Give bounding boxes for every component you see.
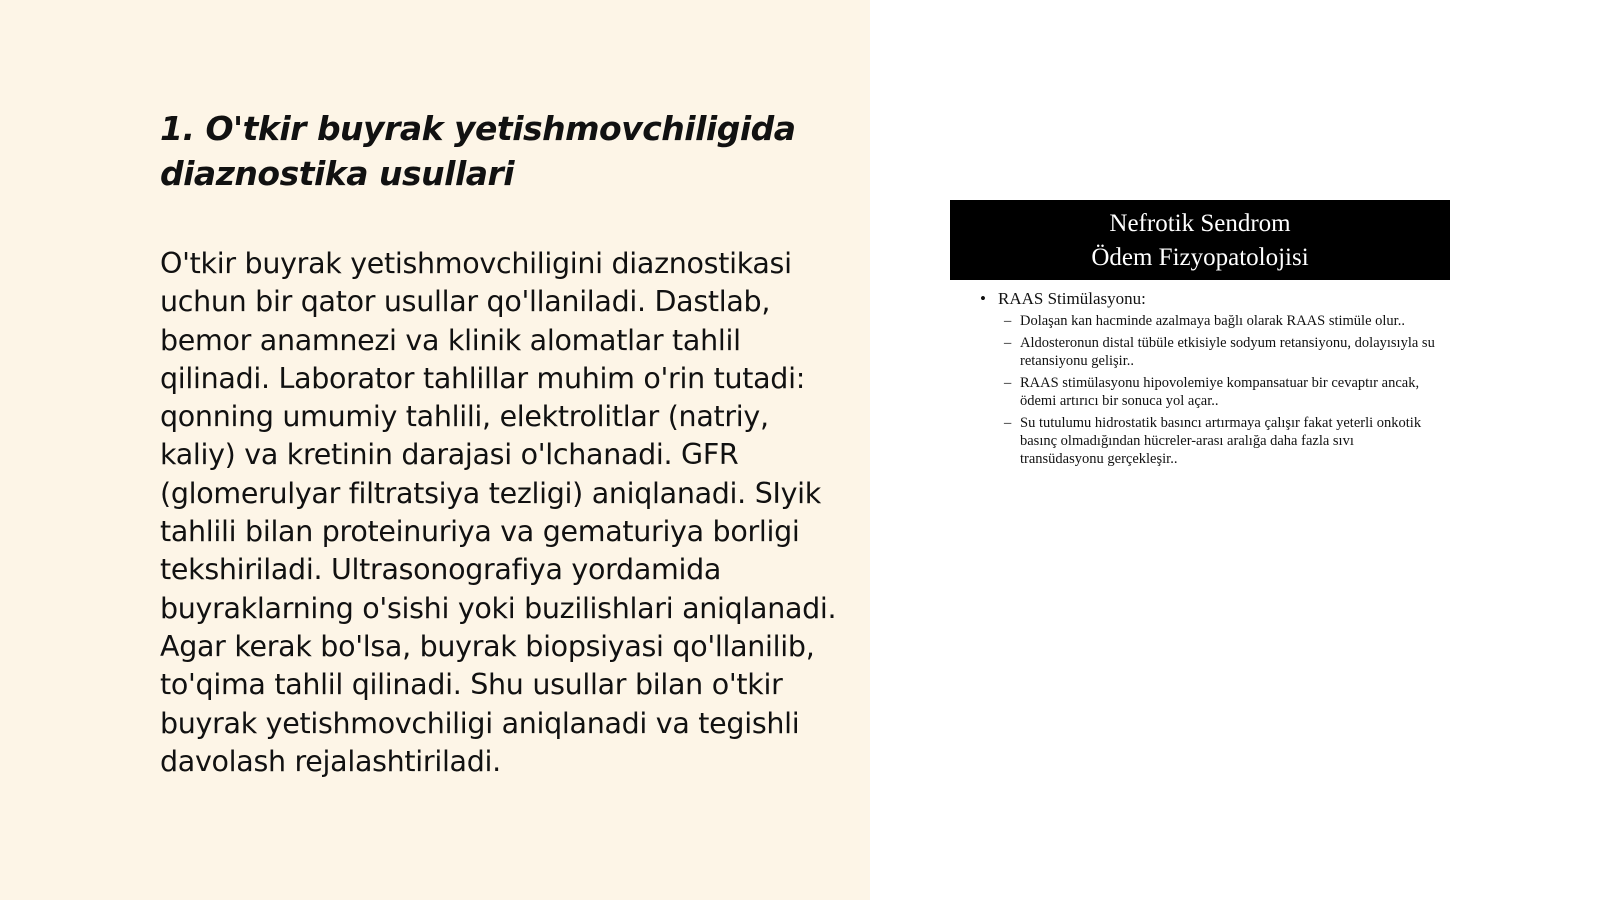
embedded-sub-item xyxy=(1004,414,1440,468)
dash-icon: – xyxy=(1004,415,1012,431)
embedded-main-bullet xyxy=(980,288,1440,310)
embedded-sub-item-text: RAAS stimülasyonu hipovolemiye kompansatuar bir cevaptır ancak, ödemi artırıcı bir sonuca yol açar.. xyxy=(1020,375,1420,409)
embedded-sub-item-text: Aldosteronun distal tübüle etkisiyle sodyum retansiyonu, dolayısıyla su retansiyonu gelişir.. xyxy=(1020,335,1435,369)
embedded-bullet-list xyxy=(980,288,1440,472)
embedded-sub-item xyxy=(1004,334,1440,370)
embedded-slide-header xyxy=(950,200,1450,280)
bullet-dot-icon: • xyxy=(980,289,986,308)
embedded-sub-item xyxy=(1004,312,1440,330)
embedded-sub-list xyxy=(1004,312,1440,468)
slide-body-text: O'tkir buyrak yetishmovchiligini diaznostikasi uchun bir qator usullar qo'llaniladi. Dastlab, bemor anamnezi va klinik alomatlar tahlil qilinadi. Laborator tahlillar muhim o'rin tutadi: qonning umumiy tahlili, elektrolitlar (natriy, kaliy) va kretinin darajasi o'lchanadi. GFR (glomerulyar filtratsiya tezligi) aniqlanadi. SIyik tahlili bilan proteinuriya va gematuriya borligi tekshiriladi. Ultrasonografiya yordamida buyraklarning o'sishi yoki buzilishlari aniqlanadi. Agar kerak bo'lsa, buyrak biopsiyasi qo'llanilib, to'qima tahlil qilinadi. Shu usullar bilan o'tkir buyrak yetishmovchiligi aniqlanadi va tegishli davolash rejalashtiriladi. xyxy=(160,247,837,778)
embedded-sub-item-text: Dolaşan kan hacminde azalmaya bağlı olarak RAAS stimüle olur.. xyxy=(1020,313,1405,329)
embedded-main-bullet-text: RAAS Stimülasyonu: xyxy=(998,289,1146,308)
embedded-sub-item-text: Su tutulumu hidrostatik basıncı artırmaya çalışır fakat yeterli onkotik basınç olmadığından hücreler-arası aralığa daha fazla sıvı transüdasyonu gerçekleşir.. xyxy=(1020,415,1422,467)
embedded-sub-item xyxy=(1004,374,1440,410)
dash-icon: – xyxy=(1004,375,1012,391)
slide-title: 1. O'tkir buyrak yetishmovchiligida diaznostika usullari xyxy=(160,109,796,193)
embedded-header-line-1: Nefrotik Sendrom xyxy=(1109,210,1291,237)
embedded-slide-image xyxy=(950,200,1450,500)
embedded-header-line-2: Ödem Fizyopatolojisi xyxy=(1091,244,1309,271)
dash-icon: – xyxy=(1004,335,1012,351)
dash-icon: – xyxy=(1004,313,1012,329)
